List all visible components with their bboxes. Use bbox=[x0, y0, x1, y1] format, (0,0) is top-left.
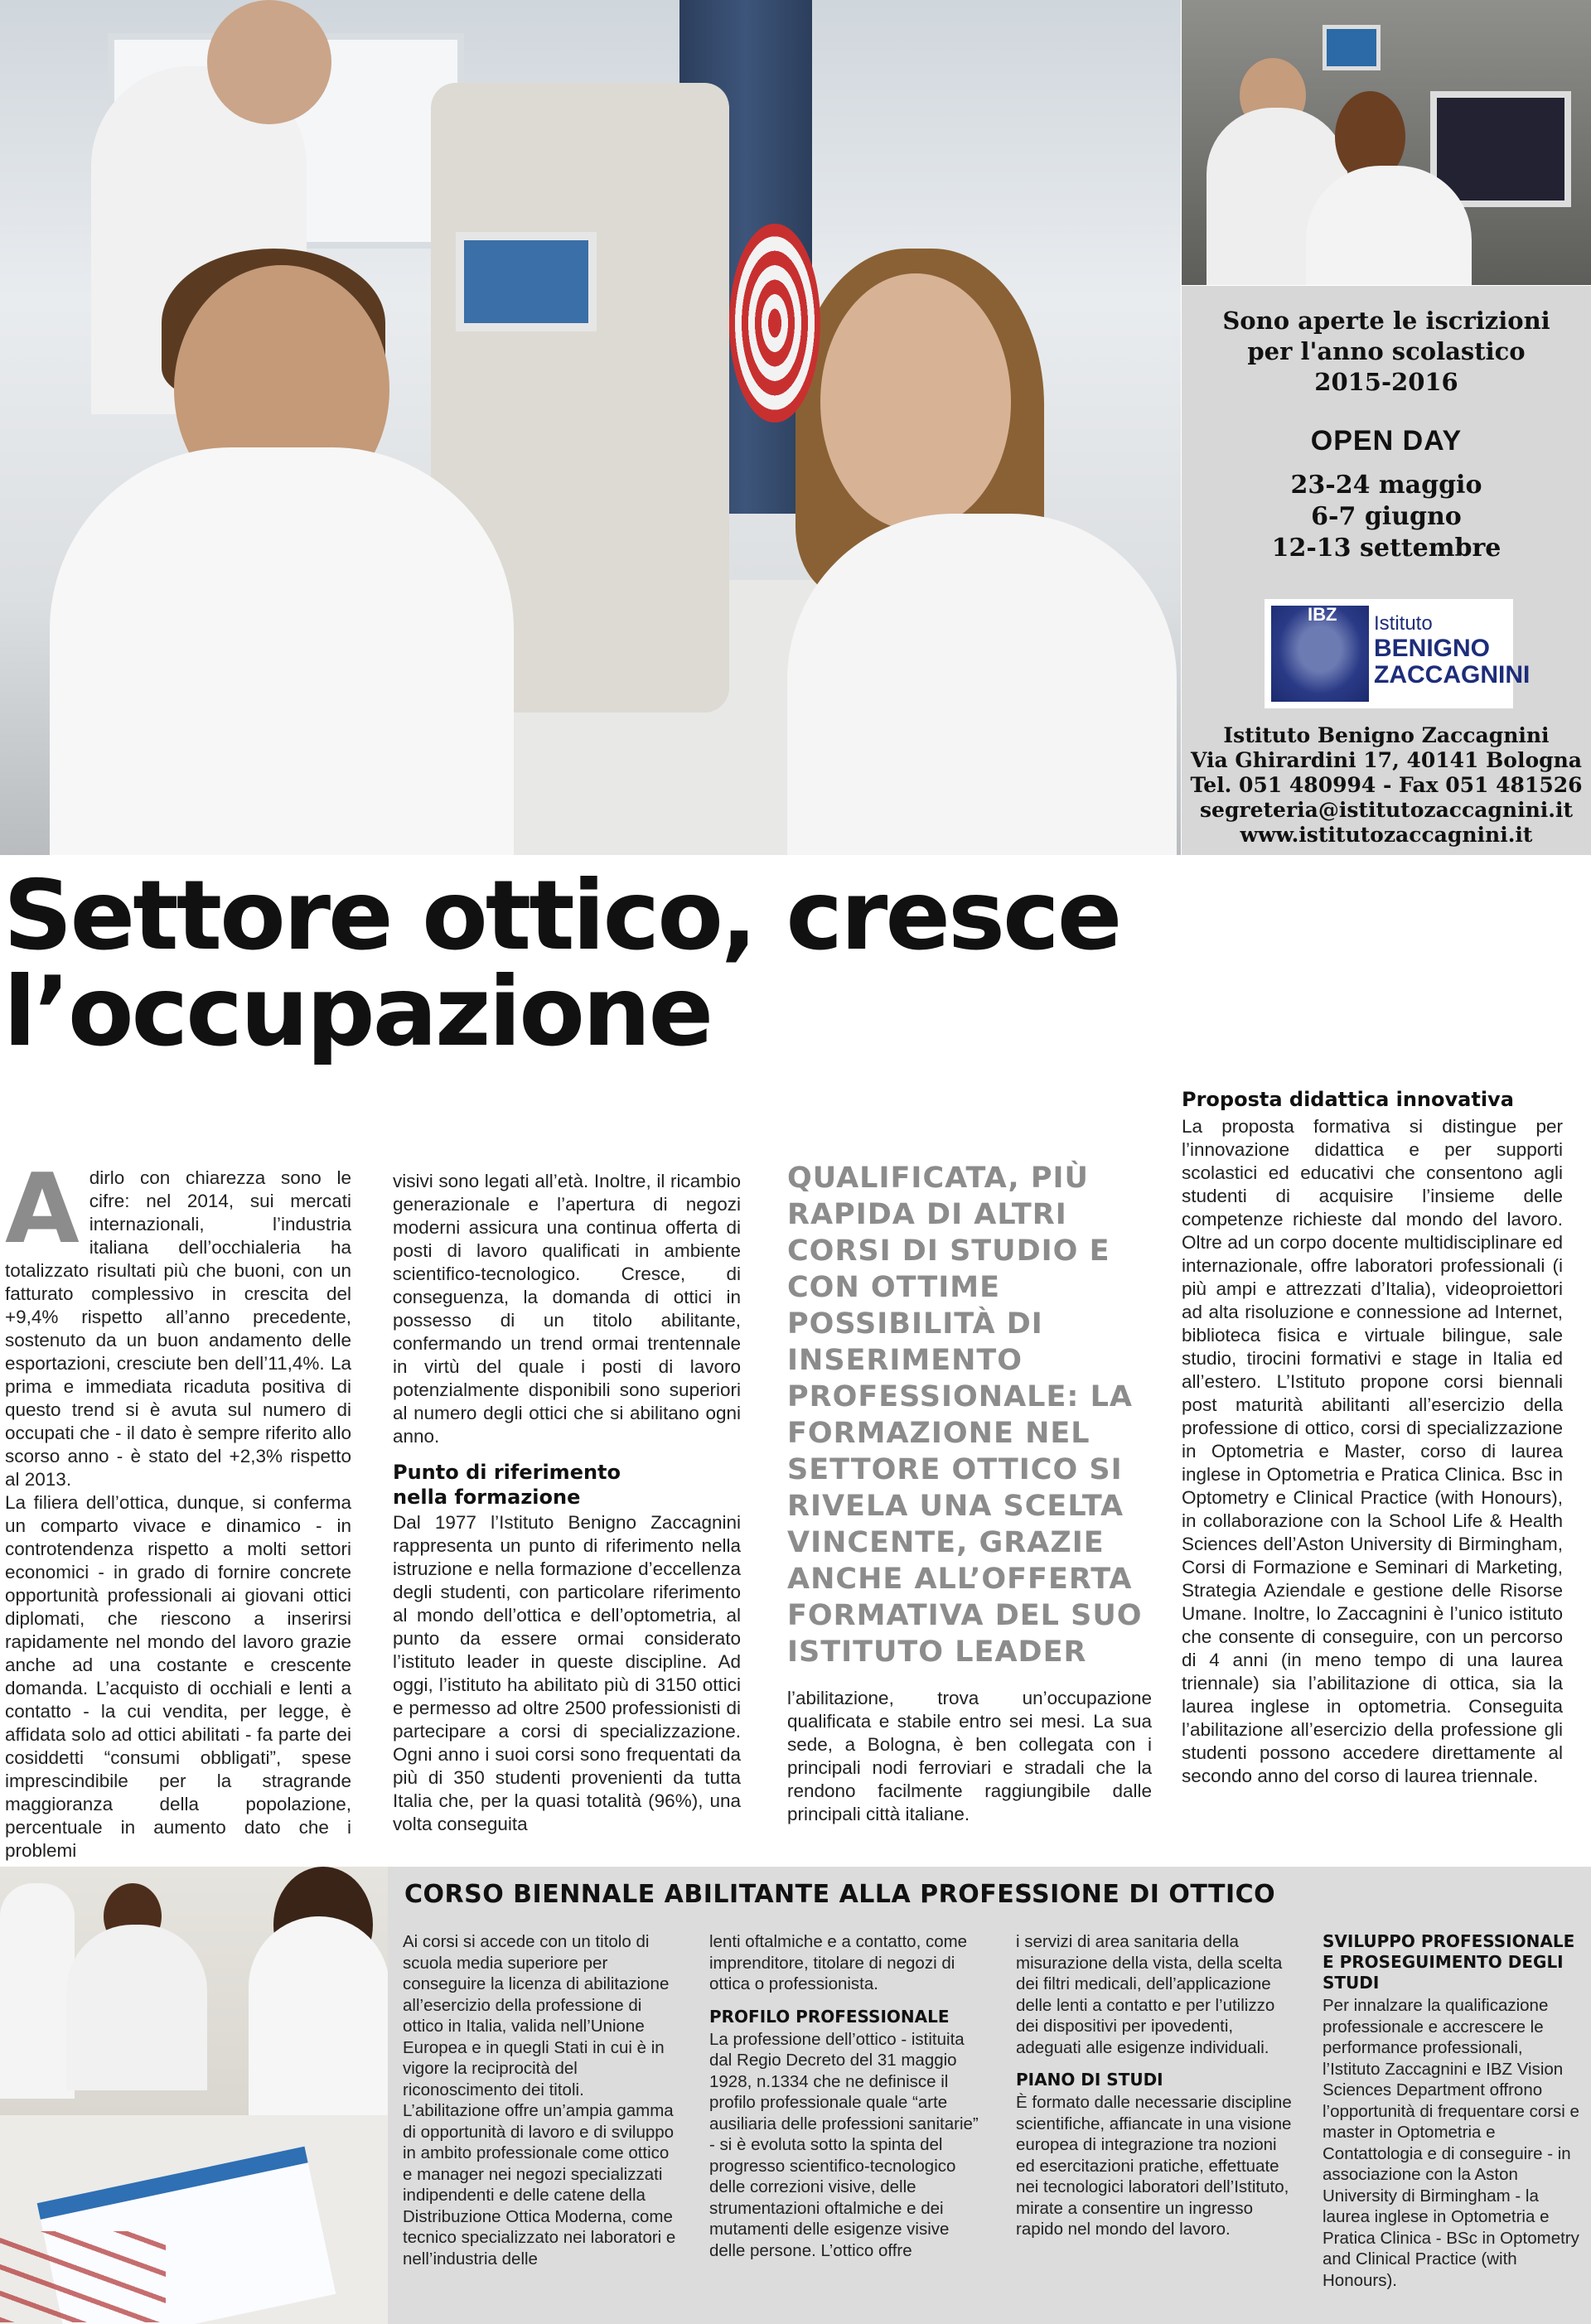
heading-piano-di-studi: PIANO DI STUDI bbox=[1016, 2070, 1163, 2090]
course-info-box bbox=[388, 1867, 1591, 2324]
article-column-1: A dirlo con chiarezza sono le cifre: nel 2014, sui mercati internazionali, l’industria italiana dell’occhialeria ha totalizzato risultati più che buoni, con un fatturato complessivo in crescita del +9,4% rispetto all’anno precedente, sostenuto da un buon andamento delle esportazioni, cresciute ben dell’11,4%. La prima e immediata ricaduta positiva di questo trend si è avuta sul numero di occupati che - il dato è sempre riferito allo scorso anno - è stato del +2,3% rispetto al 2013. La filiera dell’ottica, dunque, si conferma un comparto vivace e dinamico - in controtendenza rispetto a molti settori economici - in grado di fornire concrete opportunità professionali ai giovani ottici diplomati, che riescono a inserirsi rapidamente nel mondo del lavoro grazie anche ad una costante e crescente domanda. L’acquisto di occhiali e lenti a contatto - la cui vendita, per legge, è affidata solo ad ottici abilitati - fa parte dei cosiddetti “consumi obbligati”, spese imprescindibile per la stragrande maggioranza della popolazione, percentuale in aumento dato che i problemi bbox=[5, 1153, 351, 1861]
course-box-column-4: SVILUPPO PROFESSIONALE E PROSEGUIMENTO DEGLI STUDI Per innalzare la qualificazione professionale e accrescere le performance professionali, l’Istituto Zaccagnini e IBZ Vision Sciences Department offrono l’opportunità di frequentare corsi e master in Optometria e Contattologia e di conseguire - in associazione con la Aston University di Birmingham - la laurea inglese in Optometria e Pratica Clinica - BSc in Optometry and Clinical Practice (with Honours). bbox=[1323, 1931, 1584, 2291]
subheading-proposta-didattica: Proposta didattica innovativa bbox=[1182, 1088, 1514, 1111]
contact-email[interactable]: segreteria@istitutozaccagnini.it bbox=[1199, 798, 1574, 822]
contact-info: Istituto Benigno Zaccagnini Via Ghirardini 17, 40141 Bologna Tel. 051 480994 - Fax 051 481526 segreteria@istitutozaccagnini.it www.istitutozaccagnini.it bbox=[1182, 723, 1591, 848]
hero-photo-optometry-lab bbox=[0, 0, 1181, 855]
subheading-punto-di-riferimento: Punto di riferimento nella formazione bbox=[393, 1461, 621, 1509]
photo-computer-lab bbox=[1182, 0, 1591, 285]
course-box-column-1: Ai corsi si accede con un titolo di scuola media superiore per conseguire la licenza di abilitazione all’esercizio della professione di ottico in Italia, valida nell’Unione Europea e in quegli Stati in cui è in vigore la reciprocità del riconoscimento dei titoli. L’abilitazione offre un’ampia gamma di opportunità di lavoro e di sviluppo in ambito professionale come ottico e manager nei negozi specializzati indipendenti e delle catene della Distribuzione Ottica Moderna, come tecnico specializzato nei laboratori e nell’industria delle bbox=[403, 1932, 676, 2268]
heading-profilo-professionale: PROFILO PROFESSIONALE bbox=[709, 2006, 950, 2027]
enrollment-text: Sono aperte le iscrizioni per l'anno scolastico 2015-2016 bbox=[1222, 307, 1550, 396]
ibz-logo: IBZ Istituto BENIGNO ZACCAGNINI bbox=[1265, 599, 1513, 708]
heading-sviluppo-professionale: SVILUPPO PROFESSIONALE E PROSEGUIMENTO DEGLI STUDI bbox=[1323, 1931, 1575, 1993]
article-column-3: l’abilitazione, trova un’occupazione qualificata e stabile entro sei mesi. La sua sede, a Bologna, è ben collegata con i principali nodi ferroviari e stradali che la rendono facilmente raggiungibile dalle principali città italiane. bbox=[787, 1688, 1152, 1824]
article-column-2: visivi sono legati all’età. Inoltre, il ricambio generazionale e l’apertura di negozi moderni assicura una continua offerta di posti di lavoro qualificati in ambiente scientifico-tecnologico. Cresce, di conseguenza, la domanda di ottici in possesso di un titolo abilitante, confermando un trend ormai trentennale in virtù del quale i posti di lavoro potenzialmente disponibili sono superiori al numero degli ottici che si abilitano ogni anno. Punto di riferimento nella formazione Dal 1977 l’Istituto Benigno Zaccagnini rappresenta un punto di riferimento nella istruzione e nella formazione d’eccellenza degli studenti, con particolare riferimento al mondo dell’ottica e dell’optometria, al punto da essere ormai considerato l’istituto leader in queste discipline. Ad oggi, l’istituto ha abilitato più di 3150 ottici e permesso ad oltre 2500 professionisti di partecipare a corsi di specializzazione. Ogni anno i suoi corsi sono frequentati da più di 350 studenti provenienti da tutta Italia che, per la quasi totalità (96%), una volta conseguita bbox=[393, 1171, 741, 1834]
course-box-title: CORSO BIENNALE ABILITANTE ALLA PROFESSIONE DI OTTICO bbox=[404, 1880, 1276, 1909]
photo-students-classroom bbox=[0, 1867, 388, 2324]
course-box-column-3: i servizi di area sanitaria della misurazione della vista, della scelta dei filtri medicali, dell’applicazione delle lenti a contatto e per l’utilizzo dei dispositivi per ipovedenti, adeguati alle esigenze individuali. PIANO DI STUDI È formato dalle necessarie discipline scientifiche, affiancate in una visione europea di integrazione tra nozioni ed esercitazioni pratiche, effettuate nei tecnologici laboratori dell’Istituto, mirate a consentire un ingresso rapido nel mondo del lavoro. bbox=[1016, 1931, 1294, 2240]
course-box-column-2: lenti oftalmiche e a contatto, come imprenditore, titolare di negozi di ottica o professionista. PROFILO PROFESSIONALE La professione dell’ottico - istituita dal Regio Decreto del 31 maggio 1928, n.1334 che ne definisce il profilo professionale quale “arte ausiliaria delle professioni sanitarie” - si è evoluta sotto la spinta del progresso scientifico-tecnologico delle correzioni visive, delle strumentazioni oftalmiche e dei mutamenti delle esigenze visive delle persone. L’ottico offre bbox=[709, 1931, 987, 2261]
open-day-dates: 23-24 maggio 6-7 giugno 12-13 settembre bbox=[1271, 471, 1502, 563]
contact-website[interactable]: www.istitutozaccagnini.it bbox=[1240, 823, 1533, 847]
drop-cap: A bbox=[5, 1153, 80, 1265]
open-day-ad bbox=[1182, 286, 1591, 855]
pull-quote: QUALIFICATA, PIÙ RAPIDA DI ALTRI CORSI DI STUDIO E CON OTTIME POSSIBILITÀ DI INSERIMENTO PROFESSIONALE: LA FORMAZIONE NEL SETTORE OTTICO SI RIVELA UNA SCELTA VINCENTE, GRAZIE ANCHE ALL’OFFERTA FORMATIVA DEL SUO ISTITUTO LEADER bbox=[787, 1162, 1143, 1669]
article-headline: Settore ottico, cresce l’occupazione bbox=[3, 860, 1120, 1068]
article-column-4: Proposta didattica innovativa La proposta formativa si distingue per l’innovazione didattica e per supporti scolastici ed educativi che consentono agli studenti di acquisire l’insieme delle competenze richieste dal mondo del lavoro. Oltre ad un corpo docente multidisciplinare ed internazionale, offre laboratori professionali (i più ampi e attrezzati d’Italia), videoproiettori ad alta risoluzione e connessione ad Internet, biblioteca fisica e virtuale bilingue, sale studio, tirocini formativi e stage in Italia ed all’estero. L’Istituto propone corsi biennali post maturità abilitanti all’esercizio della professione di ottico, corsi di specializzazione in Optometria e Master, corso di laurea inglese in Optometria e Pratica Clinica. Bsc in Optometry e Clinical Practice (with Honours), in collaborazione con la School Life & Health Sciences dell’Aston University di Birmingham, Corsi di Formazione e Seminari di Marketing, Strategia Aziendale e gestione delle Risorse Umane. Inoltre, lo Zaccagnini è l’unico istituto che consente di conseguire, con un percorso di 4 anni (in meno tempo di una laurea triennale) sia l’abilitazione di ottica, sia la laurea inglese in optometria. Conseguita l’abilitazione all’esercizio della professione gli studenti possono accedere direttamente al secondo anno del corso di laurea triennale. bbox=[1182, 1088, 1563, 1786]
open-day-label: OPEN DAY bbox=[1310, 425, 1463, 457]
